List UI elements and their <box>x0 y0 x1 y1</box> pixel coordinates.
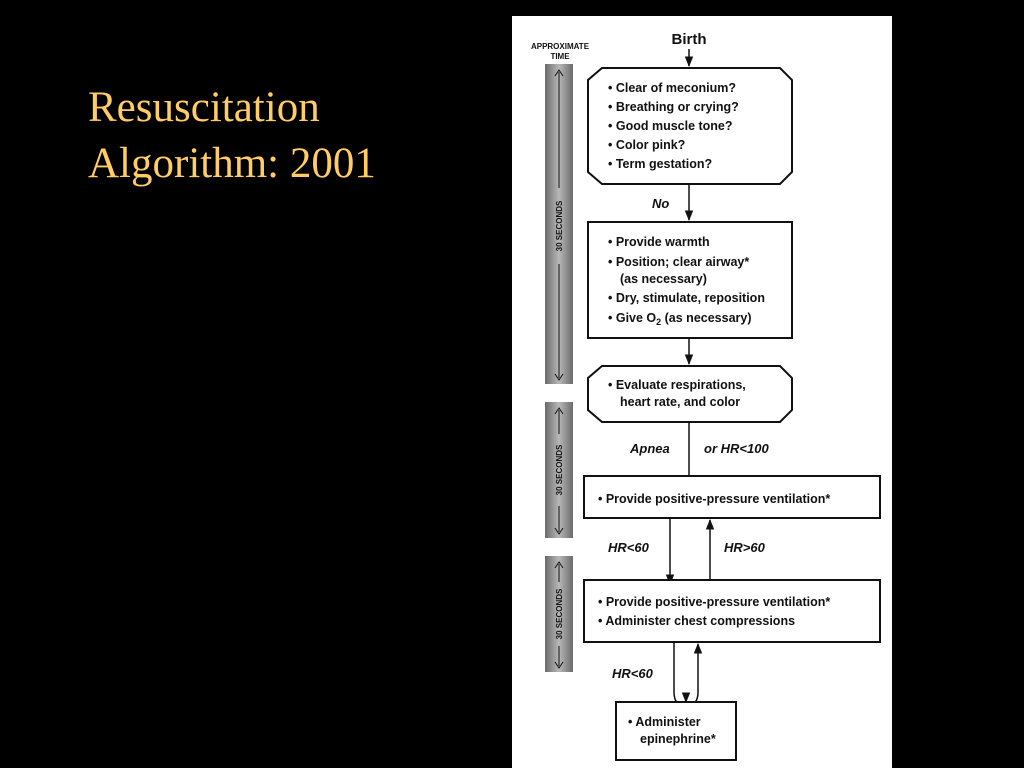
time-header-line-2: TIME <box>550 52 570 61</box>
compressions-line-2: • Administer chest compressions <box>598 614 796 628</box>
algorithm-flowchart <box>512 16 892 768</box>
hr-lt-60-label: HR<60 <box>608 540 649 555</box>
assessment-box <box>588 68 792 184</box>
time-bar-1 <box>545 64 573 384</box>
time-bar-2 <box>545 402 573 538</box>
evaluate-box <box>588 366 792 422</box>
slide-title-line-2: Algorithm: 2001 <box>88 140 376 187</box>
compressions-line-1: • Provide positive-pressure ventilation* <box>598 595 831 609</box>
birth-label: Birth <box>671 31 707 48</box>
flowchart-svg <box>512 16 892 768</box>
epinephrine-box <box>616 702 736 760</box>
initial-step-warmth: • Provide warmth <box>608 235 710 249</box>
compressions-box <box>584 580 880 642</box>
initial-steps-box <box>588 222 792 338</box>
hr-gt-60-label: HR>60 <box>724 540 765 555</box>
apnea-label: Apnea <box>630 441 670 456</box>
time-bar-3-label: 30 SECONDS <box>555 588 564 640</box>
epinephrine-line-2: epinephrine* <box>640 732 716 746</box>
ppv-box <box>584 476 880 518</box>
assessment-item-4: • Color pink? <box>608 138 686 152</box>
initial-step-oxygen: • Give $O_2$ (as necessary) <box>608 311 752 327</box>
time-bar-2-label: 30 SECONDS <box>555 444 564 496</box>
time-bar-3 <box>545 556 573 672</box>
assessment-item-1: • Clear of meconium? <box>608 81 737 95</box>
slide-title-line-1: Resuscitation <box>88 84 320 131</box>
initial-step-airway-note: (as necessary) <box>620 272 707 286</box>
evaluate-line-2: heart rate, and color <box>620 395 741 409</box>
assessment-item-5: • Term gestation? <box>608 157 713 171</box>
assessment-item-2: • Breathing or crying? <box>608 100 739 114</box>
initial-step-airway: • Position; clear airway* <box>608 255 750 269</box>
epinephrine-line-1: • Administer <box>628 715 701 729</box>
time-bar-1-label: 30 SECONDS <box>555 200 564 252</box>
no-label: No <box>652 196 670 211</box>
initial-step-dry: • Dry, stimulate, reposition <box>608 291 765 305</box>
hr-lt-60-label-2: HR<60 <box>612 666 653 681</box>
slide-title <box>88 80 376 192</box>
assessment-item-3: • Good muscle tone? <box>608 119 733 133</box>
ppv-text: • Provide positive-pressure ventilation* <box>598 492 831 506</box>
hr-lt-100-label: or HR<100 <box>704 441 769 456</box>
evaluate-line-1: • Evaluate respirations, <box>608 378 746 392</box>
time-header-line-1: APPROXIMATE <box>530 42 590 51</box>
arrow-loop-epinephrine <box>674 642 698 706</box>
